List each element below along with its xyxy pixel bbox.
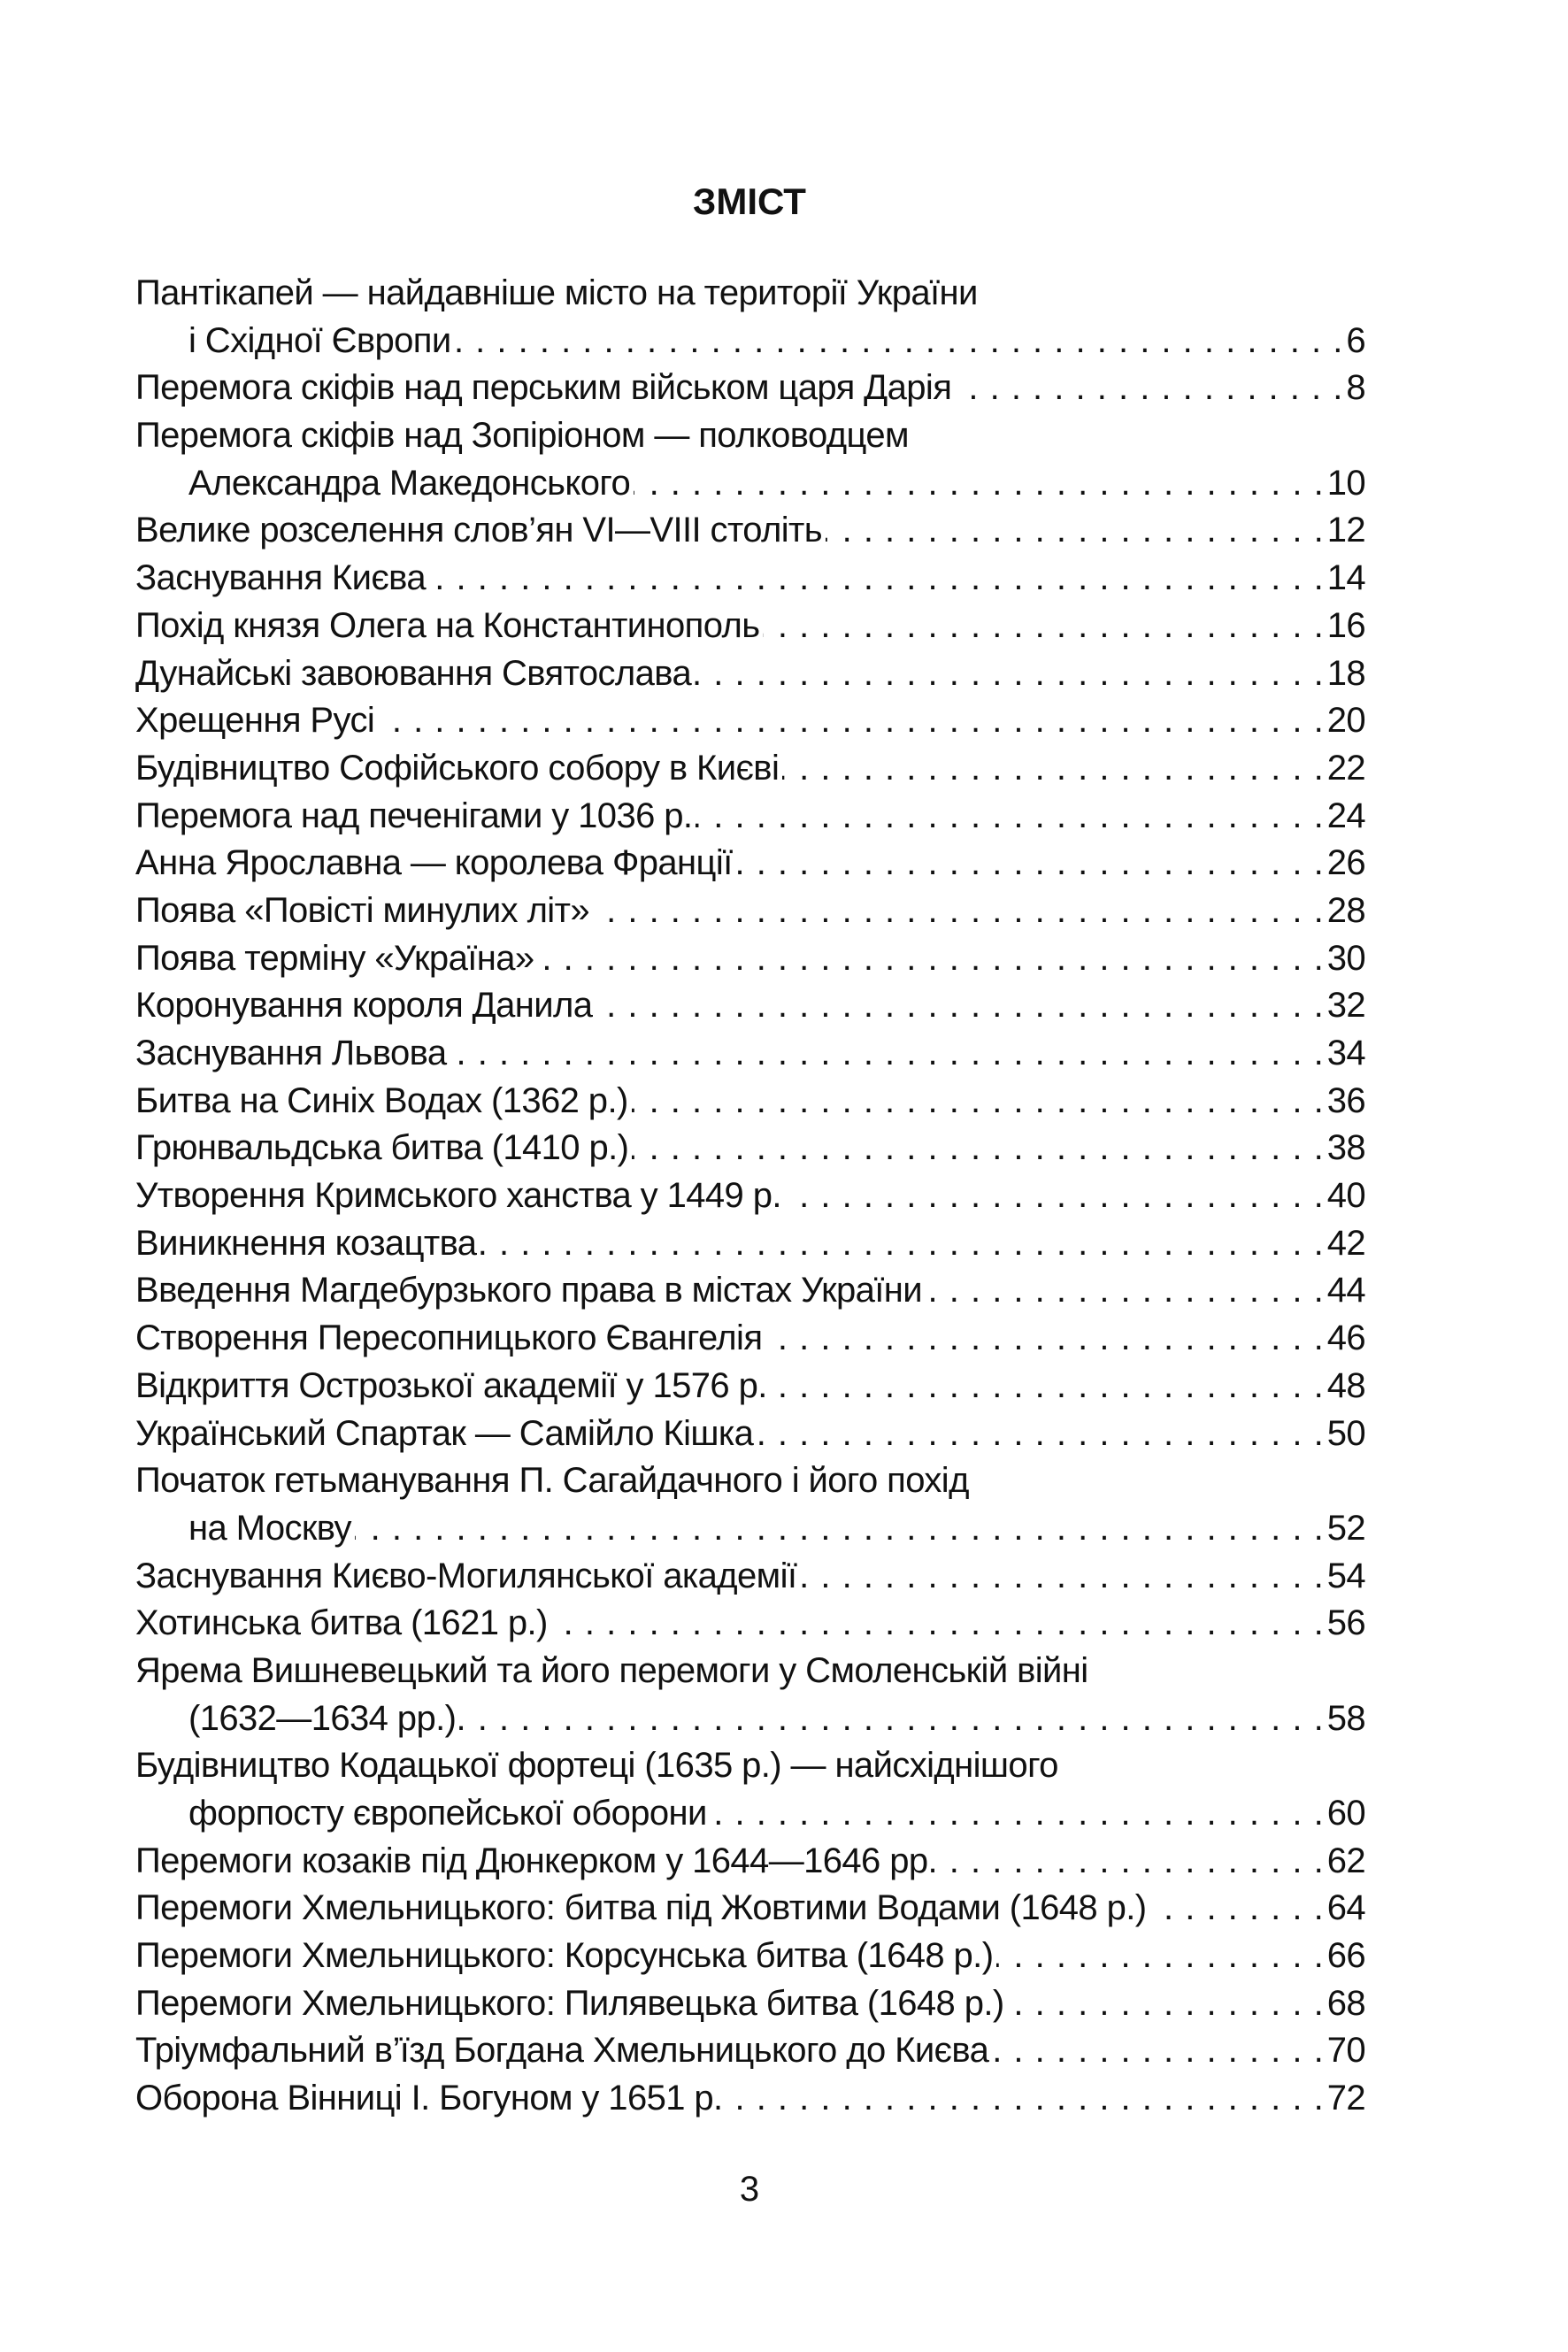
toc-entry-title: Хотинська битва (1621 р.) bbox=[135, 1603, 548, 1643]
dot-leader bbox=[1149, 1885, 1323, 1933]
toc-entry-title: Початок гетьманування П. Сагайдачного і його похід bbox=[135, 1461, 969, 1501]
toc-entry-title: Перемоги козаків під Дюнкерком у 1644—1646 рр. bbox=[135, 1841, 937, 1880]
toc-entry-title: Дунайські завоювання Святослава bbox=[135, 653, 692, 693]
toc-entry-page: 30 bbox=[1326, 938, 1365, 978]
toc-entry-page: 48 bbox=[1326, 1365, 1365, 1405]
toc-entry-title: Битва на Синіх Водах (1362 р.) bbox=[135, 1080, 628, 1120]
toc-entry-page: 6 bbox=[1346, 320, 1365, 360]
toc-entry-title: Оборона Вінниці І. Богуном у 1651 р. bbox=[135, 2079, 723, 2118]
toc-entry-title: Заснування Києва bbox=[135, 558, 426, 598]
toc-entry-line bbox=[135, 412, 1365, 460]
toc-entry-line bbox=[135, 697, 1365, 745]
toc-entry-line bbox=[135, 1030, 1365, 1078]
toc-entry[interactable] bbox=[135, 982, 1365, 1030]
toc-entry-page: 72 bbox=[1326, 2079, 1365, 2118]
toc-entry[interactable] bbox=[135, 793, 1365, 841]
toc-entry-line bbox=[135, 793, 1365, 841]
toc-entry-title: Будівництво Кодацької фортеці (1635 р.) — найсхіднішого bbox=[135, 1746, 1058, 1786]
toc-entry-line bbox=[135, 1315, 1365, 1363]
toc-entry-line bbox=[135, 1600, 1365, 1648]
toc-entry-line bbox=[135, 888, 1365, 935]
toc-entry-title: Перемоги Хмельницького: битва під Жовтими Водами (1648 р.) bbox=[135, 1888, 1147, 1928]
toc-entry-title: на Москву bbox=[188, 1508, 351, 1548]
toc-entry-title: Пантікапей — найдавніше місто на території України bbox=[135, 273, 978, 312]
toc-entry[interactable] bbox=[135, 888, 1365, 935]
toc-entry-title: Тріумфальний в’їзд Богдана Хмельницького до Києва bbox=[135, 2031, 989, 2071]
toc-entry[interactable] bbox=[135, 507, 1365, 555]
toc-entry[interactable] bbox=[135, 697, 1365, 745]
toc-entry-line bbox=[135, 2027, 1365, 2075]
toc-entry-page: 22 bbox=[1326, 748, 1365, 788]
toc-entry[interactable] bbox=[135, 1980, 1365, 2028]
toc-entry[interactable] bbox=[135, 840, 1365, 888]
toc-entry[interactable] bbox=[135, 1933, 1365, 1980]
dot-leader bbox=[763, 603, 1323, 650]
toc-entry[interactable] bbox=[135, 365, 1365, 412]
dot-leader bbox=[765, 1315, 1323, 1363]
toc-entry-line bbox=[135, 1078, 1365, 1126]
toc-entry[interactable] bbox=[135, 1553, 1365, 1601]
toc-entry-line bbox=[135, 1505, 1365, 1553]
toc-entry-line bbox=[135, 1172, 1365, 1220]
toc-entry[interactable] bbox=[135, 603, 1365, 650]
toc-entry-line bbox=[135, 1695, 1365, 1743]
toc-entry-line bbox=[135, 1125, 1365, 1172]
toc-entry-page: 34 bbox=[1326, 1034, 1365, 1072]
toc-entry-page: 10 bbox=[1326, 463, 1365, 503]
toc-entry[interactable] bbox=[135, 1885, 1365, 1933]
dot-leader bbox=[926, 1267, 1324, 1315]
dot-leader bbox=[941, 1838, 1324, 1886]
dot-leader bbox=[757, 1410, 1323, 1458]
toc-entry-line bbox=[135, 603, 1365, 650]
toc-entry-page: 68 bbox=[1326, 1983, 1365, 2023]
toc-entry-title: Грюнвальдська битва (1410 р.) bbox=[135, 1128, 629, 1168]
toc-entry-line bbox=[135, 1838, 1365, 1886]
toc-entry-page: 64 bbox=[1326, 1888, 1365, 1928]
dot-leader bbox=[800, 1553, 1323, 1601]
toc-entry[interactable] bbox=[135, 1078, 1365, 1126]
toc-entry-title: Анна Ярославна — королева Франції bbox=[135, 843, 733, 883]
toc-entry-line bbox=[135, 1648, 1365, 1695]
dot-leader bbox=[771, 1363, 1324, 1410]
toc-entry[interactable] bbox=[135, 650, 1365, 698]
toc-entry-title: Александра Македонського bbox=[188, 463, 631, 503]
dot-leader bbox=[459, 1695, 1323, 1743]
toc-entry-page: 38 bbox=[1326, 1128, 1365, 1168]
toc-entry[interactable] bbox=[135, 1648, 1365, 1742]
toc-entry-page: 50 bbox=[1326, 1413, 1365, 1453]
toc-entry-title: (1632—1634 рр.) bbox=[188, 1698, 457, 1738]
toc-entry-page: 28 bbox=[1326, 890, 1365, 930]
toc-entry[interactable] bbox=[135, 935, 1365, 983]
toc-entry-line bbox=[135, 507, 1365, 555]
toc-entry-line bbox=[135, 555, 1365, 603]
dot-leader bbox=[992, 2027, 1323, 2075]
toc-entry-line bbox=[135, 365, 1365, 412]
dot-leader bbox=[450, 1030, 1323, 1078]
toc-entry[interactable] bbox=[135, 1030, 1365, 1078]
toc-entry[interactable] bbox=[135, 2075, 1365, 2123]
toc-entry[interactable] bbox=[135, 2027, 1365, 2075]
dot-leader bbox=[782, 745, 1323, 793]
toc-entry[interactable] bbox=[135, 1457, 1365, 1552]
toc-entry-page: 36 bbox=[1326, 1080, 1365, 1120]
toc-entry-title: Поява «Повісті минулих літ» bbox=[135, 890, 589, 930]
toc-entry-title: Заснування Львова bbox=[135, 1034, 447, 1072]
dot-leader bbox=[696, 793, 1323, 841]
toc-entry-page: 32 bbox=[1326, 986, 1365, 1026]
toc-entry-page: 58 bbox=[1326, 1698, 1365, 1738]
toc-entry[interactable] bbox=[135, 412, 1365, 507]
toc-entry-title: Хрещення Русі bbox=[135, 701, 375, 741]
toc-entry[interactable] bbox=[135, 1220, 1365, 1268]
toc-entry[interactable] bbox=[135, 1315, 1365, 1363]
toc-entry-line bbox=[135, 460, 1365, 508]
toc-entry-page: 44 bbox=[1326, 1271, 1365, 1311]
dot-leader bbox=[711, 1790, 1324, 1838]
toc-entry-title: Перемога скіфів над перським військом царя Дарія bbox=[135, 368, 952, 408]
dot-leader bbox=[826, 507, 1324, 555]
toc-entry-page: 54 bbox=[1326, 1556, 1365, 1595]
toc-entry-title: Ярема Вишневецький та його перемоги у Смоленській війні bbox=[135, 1650, 1088, 1690]
toc-entry-title: Утворення Кримського ханства у 1449 р. bbox=[135, 1176, 781, 1216]
dot-leader bbox=[996, 1933, 1323, 1980]
toc-entry-line bbox=[135, 1742, 1365, 1790]
toc-entry-title: Коронування короля Данила bbox=[135, 986, 593, 1026]
dot-leader bbox=[634, 460, 1324, 508]
dot-leader bbox=[736, 840, 1324, 888]
toc-entry-line bbox=[135, 1553, 1365, 1601]
toc-entry-page: 60 bbox=[1326, 1794, 1365, 1833]
toc-entry-line bbox=[135, 1790, 1365, 1838]
page-number: 3 bbox=[739, 2170, 760, 2209]
toc-entry-line bbox=[135, 982, 1365, 1030]
table-of-contents bbox=[135, 270, 1365, 2123]
page-title: ЗМІСТ bbox=[693, 181, 806, 222]
toc-entry-title: форпосту європейської оборони bbox=[188, 1794, 707, 1833]
toc-entry-line bbox=[135, 1980, 1365, 2028]
dot-leader bbox=[551, 1600, 1324, 1648]
toc-entry-page: 70 bbox=[1326, 2031, 1365, 2071]
toc-entry-line bbox=[135, 935, 1365, 983]
toc-entry[interactable] bbox=[135, 270, 1365, 365]
toc-entry-line bbox=[135, 318, 1365, 365]
dot-leader bbox=[455, 318, 1343, 365]
toc-entry-line bbox=[135, 1933, 1365, 1980]
toc-entry-page: 42 bbox=[1326, 1223, 1365, 1263]
toc-entry-line bbox=[135, 1267, 1365, 1315]
toc-entry-page: 52 bbox=[1326, 1508, 1365, 1548]
toc-entry-title: Будівництво Софійського собору в Києві bbox=[135, 748, 780, 788]
dot-leader bbox=[355, 1505, 1324, 1553]
dot-leader bbox=[593, 888, 1324, 935]
toc-entry-title: Поява терміну «Україна» bbox=[135, 938, 534, 978]
toc-entry-page: 16 bbox=[1326, 605, 1365, 645]
toc-entry-title: Український Спартак — Самійло Кішка bbox=[135, 1413, 754, 1453]
toc-entry[interactable] bbox=[135, 745, 1365, 793]
toc-entry-page: 20 bbox=[1326, 701, 1365, 741]
toc-entry-page: 40 bbox=[1326, 1176, 1365, 1216]
toc-entry[interactable] bbox=[135, 1600, 1365, 1648]
dot-leader bbox=[785, 1172, 1324, 1220]
toc-entry-title: Похід князя Олега на Константинополь bbox=[135, 605, 760, 645]
dot-leader bbox=[632, 1078, 1324, 1126]
toc-entry-page: 18 bbox=[1326, 653, 1365, 693]
dot-leader bbox=[429, 555, 1324, 603]
toc-entry-title: Перемоги Хмельницького: Пилявецька битва (1648 р.) bbox=[135, 1983, 1004, 2023]
toc-entry-page: 14 bbox=[1326, 558, 1365, 598]
dot-leader bbox=[1008, 1980, 1324, 2028]
toc-entry[interactable] bbox=[135, 1363, 1365, 1410]
toc-entry[interactable] bbox=[135, 1838, 1365, 1886]
toc-entry-page: 56 bbox=[1326, 1603, 1365, 1643]
toc-entry-title: Відкриття Острозької академії у 1576 р. bbox=[135, 1365, 767, 1405]
dot-leader bbox=[538, 935, 1324, 983]
toc-entry-page: 46 bbox=[1326, 1318, 1365, 1358]
toc-entry-title: Перемога скіфів над Зопіріоном — полководцем bbox=[135, 416, 909, 456]
dot-leader bbox=[726, 2075, 1324, 2123]
toc-entry-page: 66 bbox=[1326, 1936, 1365, 1976]
dot-leader bbox=[378, 697, 1324, 745]
toc-entry-line bbox=[135, 2075, 1365, 2123]
toc-entry[interactable] bbox=[135, 555, 1365, 603]
toc-entry[interactable] bbox=[135, 1125, 1365, 1172]
toc-entry-page: 24 bbox=[1326, 796, 1365, 835]
toc-entry[interactable] bbox=[135, 1172, 1365, 1220]
toc-entry-line bbox=[135, 270, 1365, 318]
toc-entry-title: Створення Пересопницького Євангелія bbox=[135, 1318, 763, 1358]
dot-leader bbox=[695, 650, 1324, 698]
toc-entry-title: Заснування Києво-Могилянської академії bbox=[135, 1556, 797, 1595]
toc-entry-line bbox=[135, 1885, 1365, 1933]
toc-entry-line bbox=[135, 840, 1365, 888]
toc-entry-title: Введення Магдебурзького права в містах України bbox=[135, 1271, 923, 1311]
toc-entry-title: Перемога над печенігами у 1036 р. bbox=[135, 796, 693, 835]
toc-entry[interactable] bbox=[135, 1742, 1365, 1837]
dot-leader bbox=[632, 1125, 1323, 1172]
toc-entry-page: 12 bbox=[1326, 511, 1365, 550]
toc-entry-page: 26 bbox=[1326, 843, 1365, 883]
toc-entry-line bbox=[135, 1363, 1365, 1410]
toc-entry-title: Виникнення козацтва bbox=[135, 1223, 477, 1263]
toc-entry-page: 8 bbox=[1346, 368, 1365, 408]
toc-entry[interactable] bbox=[135, 1410, 1365, 1458]
toc-entry-title: і Східної Європи bbox=[188, 320, 451, 360]
toc-entry-line bbox=[135, 745, 1365, 793]
toc-entry-line bbox=[135, 1457, 1365, 1505]
dot-leader bbox=[480, 1220, 1323, 1268]
toc-entry-title: Перемоги Хмельницького: Корсунська битва (1648 р.) bbox=[135, 1936, 994, 1976]
toc-entry-title: Велике розселення слов’ян VI—VIII століть bbox=[135, 511, 822, 550]
toc-entry-page: 62 bbox=[1326, 1841, 1365, 1880]
toc-entry-line bbox=[135, 1220, 1365, 1268]
dot-leader bbox=[955, 365, 1342, 412]
toc-entry-line bbox=[135, 1410, 1365, 1458]
toc-entry[interactable] bbox=[135, 1267, 1365, 1315]
toc-entry-line bbox=[135, 650, 1365, 698]
dot-leader bbox=[596, 982, 1323, 1030]
